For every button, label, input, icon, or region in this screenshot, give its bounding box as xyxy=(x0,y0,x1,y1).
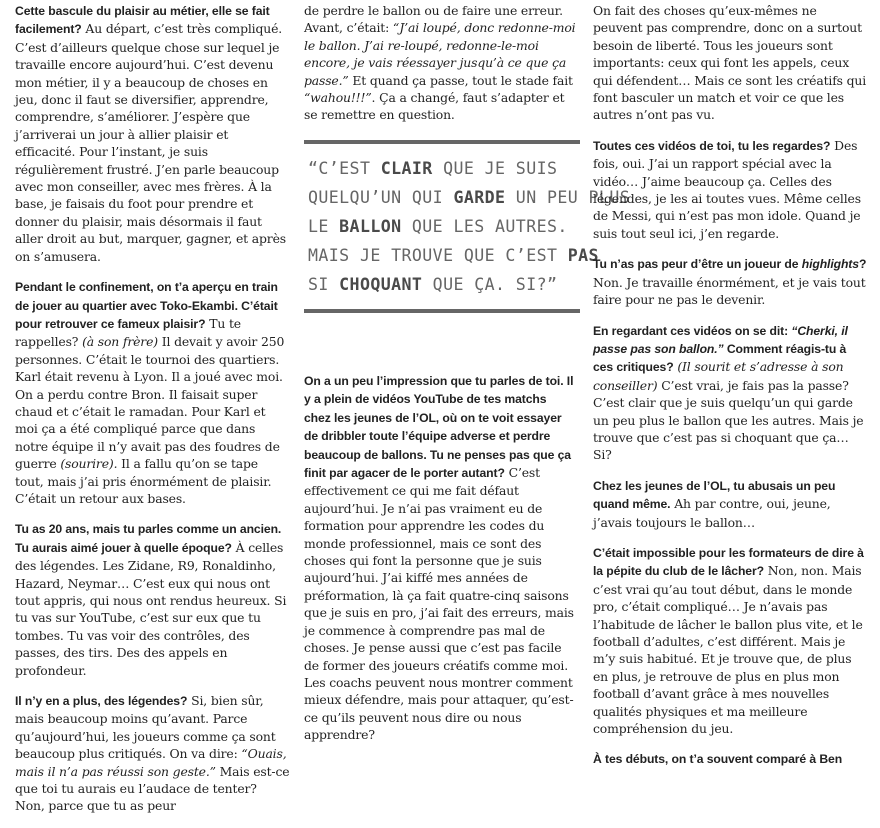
paragraph xyxy=(593,137,868,242)
paragraph xyxy=(15,2,290,265)
answer: Si, bien sûr, mais beaucoup moins qu’avant. Parce qu’aujourd’hui, les joueurs comme ça sont beaucoup plus critiqués. On va dire: xyxy=(15,693,276,762)
question: Tu n’as pas peur d’être un joueur de xyxy=(593,257,802,272)
answer: Mais est-ce que toi tu aurais eu l’audace de tenter? Non, parce que tu as peur xyxy=(15,763,290,814)
question: Tu as 20 ans, mais tu parles comme un ancien. Tu aurais aimé jouer à quelle époque? xyxy=(15,522,282,555)
pull-quote-line: MAIS JE TROUVE QUE C’EST PAS xyxy=(308,246,599,265)
answer: Tu te rappelles? xyxy=(15,315,241,350)
answer: . Ça a changé, faut s’adapter et se remettre en question. xyxy=(304,90,565,123)
answer: Non, non. Mais c’est vrai qu’au tout début, dans le monde pro, c’était compliqué… Je n’avais pas l’habitude de lâcher le ballon plus vite, et le football d’adultes, c’est différent. Mais je m’y suis habitué. Et je trouve que, de plus en plus, je retrouve de plus en plus mon football d’avant grâce à mes nouvelles qualités physiques et ma meilleure compréhension du jeu. xyxy=(593,563,863,737)
question: C’était impossible pour les formateurs de dire à la pépite du club de le lâcher? xyxy=(593,545,864,579)
paragraph xyxy=(304,2,576,124)
paragraph xyxy=(304,372,576,744)
aside-note: (sourire). xyxy=(60,456,118,472)
answer: Au départ, c’est très compliqué. C’est d’ailleurs quelque chose sur lequel je travaille encore aujourd’hui. C’est devenu mon métier, il y a beaucoup de choses en jeu, donc il faut se diversifier, apprendre, comprendre, s’améliorer. J’espère que j’arriverai un jour à allier plaisir et efficacité. Pour l’instant, je suis régulièrement frustré. J’en parle beaucoup avec mon conseiller, avec mes frères. À la base, je faisais du foot pour prendre et donner du plaisir, mais désormais il faut aller droit au but, marquer, gagner, et après on s’amusera. xyxy=(15,21,286,264)
answer: C’est effectivement ce qui me fait défaut aujourd’hui. Je n’ai pas vraiment eu de formation pour apprendre les codes du monde professionnel, mais ce sont des choses qui font la personne que je suis aujourd’hui. J’ai kiffé mes années de préformation, là ça fait quatre-cinq saisons que je suis en pro, j’ai fait des erreurs, mais je commence à comprendre pas mal de choses. Je pense aussi que c’est pas facile de former des joueurs créatifs comme moi. Les coachs peuvent nous montrer comment mieux défendre, mais pour attaquer, qu’est-ce qu’ils peuvent nous dire ou nous apprendre? xyxy=(304,465,574,743)
answer: C’est vrai, je fais pas la passe? C’est clair que je suis quelqu’un qui garde un peu plus le ballon que les autres. Mais je trouve que c’est pas si choquant que ça… Si? xyxy=(593,377,864,463)
question: On a un peu l’impression que tu parles de toi. Il y a plein de vidéos YouTube de tes matchs chez les jeunes de l’OL, où on te voit essayer de dribbler toute l’équipe adverse et perdre beaucoup de ballons. Tu ne penses pas que ça finit par agacer de le porter autant? xyxy=(304,374,574,481)
paragraph xyxy=(593,750,868,768)
question: Pendant le confinement, on t’a aperçu en train de jouer au quartier avec Toko-Ekambi. C’était pour retrouver ce fameux plaisir? xyxy=(15,280,278,331)
question-italic: highlights xyxy=(801,257,859,272)
question: ? xyxy=(858,257,867,272)
pull-quote xyxy=(304,140,631,313)
paragraph xyxy=(15,520,290,679)
answer: Il devait y avoir 250 personnes. C’était le tournoi des quartiers. Karl était revenu à Lyon. Il a joué avec moi. On a perdu contre Bron. Il faisait super chaud et c’était le ramadan. Pour Karl et moi ça a été compliqué parce que dans notre équipe il n’y avait pas des foudres de guerre xyxy=(15,334,285,472)
aside-note: (à son frère) xyxy=(82,334,158,350)
quote-inline: “Ouais, mais il n’a pas réussi son geste.” xyxy=(15,746,287,779)
answer: À celles des légendes. Les Zidane, R9, Ronaldinho, Hazard, Neymar… C’est eux qui nous ont tout appris, qui nous ont rendus heureux. Si tu vas sur YouTube, c’est sur eux que tu tombes. Tu vas voir des contrôles, des passes, des tirs. Des des appels en profondeur. xyxy=(15,539,287,678)
question: En regardant ces vidéos on se dit: xyxy=(593,323,792,338)
paragraph xyxy=(15,278,290,507)
answer: Des fois, oui. J’ai un rapport spécial avec la vidéo… J’aime beaucoup ça. Celles des légendes, je les ai toutes vues. Même celles de Messi, qui n’est pas mon idole. Quand je suis tout seul ici, j’en regarde. xyxy=(593,137,861,241)
column-left xyxy=(15,2,290,828)
aside-note: (Il sourit et s’adresse à son conseiller) xyxy=(593,359,844,393)
answer: de perdre le ballon ou de faire une erreur. Avant, c’était: xyxy=(304,3,563,36)
pull-quote-line: “C’EST CLAIR QUE JE SUIS xyxy=(308,159,558,178)
question: Il n’y en a plus, des légendes? xyxy=(15,694,188,709)
paragraph xyxy=(593,544,868,737)
column-middle-lower xyxy=(304,372,576,757)
column-right xyxy=(593,2,868,782)
question-italic: “Cherki, il passe pas son ballon.” xyxy=(593,323,848,356)
answer: Ah par contre, oui, jeune, j’avais toujours le ballon… xyxy=(593,496,831,530)
answer: On fait des choses qu’eux-mêmes ne peuvent pas comprendre, donc on a surtout besoin de liberté. Tous les joueurs sont importants: ceux qui font les appels, ceux qui défendent… Mais ce sont les créatifs qui font basculer un match et voir ce que les autres n’ont pas vu. xyxy=(593,3,867,123)
pull-quote-line: SI CHOQUANT QUE ÇA. SI?” xyxy=(308,275,558,294)
answer: Et quand ça passe, tout le stade fait xyxy=(348,72,573,88)
pull-quote-line: LE BALLON QUE LES AUTRES. xyxy=(308,217,568,236)
quote-inline: “J’ai loupé, donc redonne-moi le ballon. J’ai re-loupé, redonne-le-moi encore, je vais réessayer jusqu’à ce que ça passe.” xyxy=(304,20,576,88)
paragraph xyxy=(593,322,868,464)
answer: Il a fallu qu’on se tape tout, mais j’ai pris énormément de plaisir. C’était un retour aux bases. xyxy=(15,456,272,506)
question: Cette bascule du plaisir au métier, elle se fait facilement? xyxy=(15,4,270,37)
question: Comment réagis-tu à ces critiques? xyxy=(593,341,847,375)
question: À tes débuts, on t’a souvent comparé à Ben xyxy=(593,752,843,767)
pull-quote-line: QUELQU’UN QUI GARDE UN PEU PLUS xyxy=(308,188,631,207)
quote-inline: “wahou!!!” xyxy=(304,90,372,106)
question: Toutes ces vidéos de toi, tu les regardes? xyxy=(593,138,831,153)
column-middle xyxy=(304,2,576,137)
paragraph xyxy=(15,692,290,815)
answer: Non. Je travaille énormément, et je vais tout faire pour ne pas le devenir. xyxy=(593,274,866,308)
paragraph xyxy=(593,477,868,531)
paragraph xyxy=(593,2,868,124)
paragraph xyxy=(593,255,868,308)
question: Chez les jeunes de l’OL, tu abusais un peu quand même. xyxy=(593,478,836,512)
